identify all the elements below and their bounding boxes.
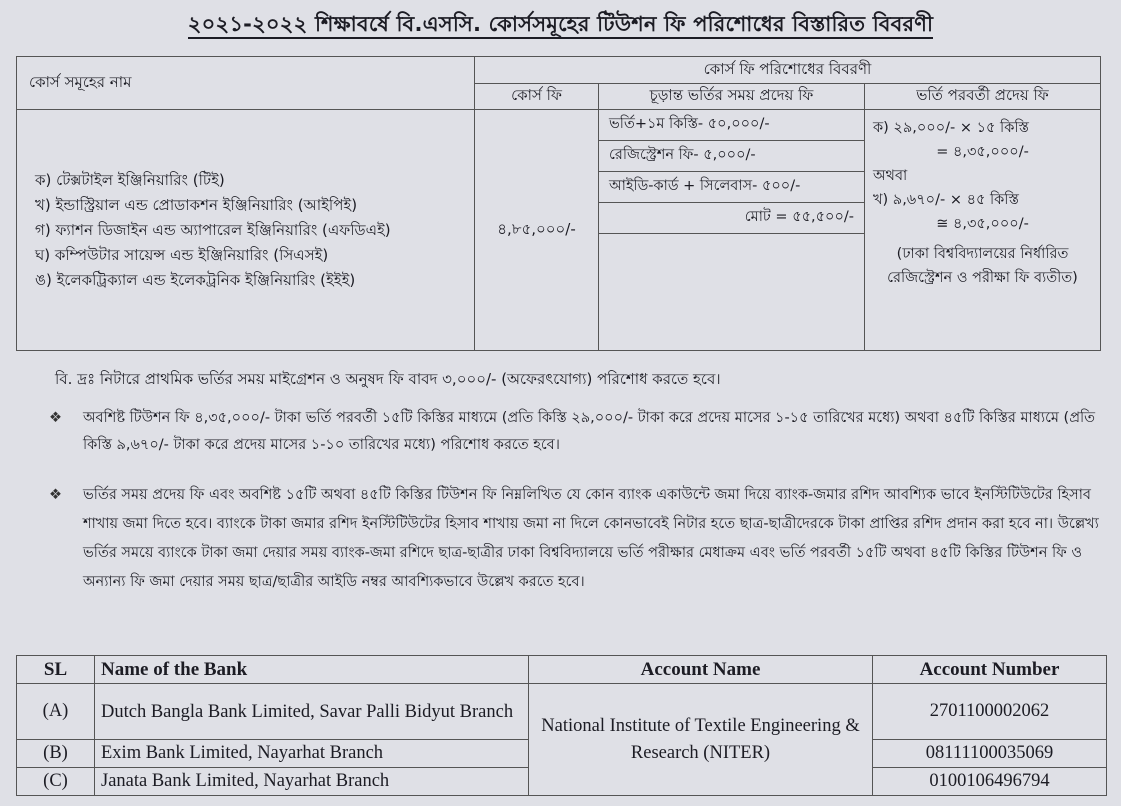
course-item: খ) ইন্ডাস্ট্রিয়াল এন্ড প্রোডাকশন ইঞ্জিনিয়ারিং (আইপিই) [35, 195, 358, 214]
after-admission-fee-cell [865, 110, 1101, 351]
header-bank-name: Name of the Bank [95, 656, 529, 684]
row-bank-name: Exim Bank Limited, Nayarhat Branch [95, 740, 529, 768]
title-text: ২০২১-২০২২ শিক্ষাবর্ষে বি.এসসি. কোর্সসমূহের টিউশন ফি পরিশোধের বিস্তারিত বিবরণী [188, 12, 933, 39]
row-account-number: 2701100002062 [873, 684, 1107, 740]
bank-table [16, 655, 1107, 796]
admission-item: আইডি-কার্ড + সিলেবাস- ৫০০/- [599, 172, 864, 203]
course-item: ক) টেক্সটাইল ইঞ্জিনিয়ারিং (টিই) [35, 170, 225, 189]
header-fee-details: কোর্স ফি পরিশোধের বিবরণী [475, 57, 1101, 84]
header-account-name: Account Name [529, 656, 873, 684]
account-name: National Institute of Textile Engineering & Research (NITER) [529, 684, 873, 796]
fee-table [16, 56, 1101, 351]
row-sl: (A) [17, 684, 95, 740]
row-account-number: 0100106496794 [873, 768, 1107, 796]
course-item: ঘ) কম্পিউটার সায়েন্স এন্ড ইঞ্জিনিয়ারিং (সিএসই) [35, 245, 329, 264]
course-item: গ) ফ্যাশন ডিজাইন এন্ড অ্যাপারেল ইঞ্জিনিয়ারিং (এফডিএই) [35, 220, 391, 239]
row-sl: (C) [17, 768, 95, 796]
header-course-names: কোর্স সমূহের নাম [17, 57, 475, 110]
admission-total: মোট = ৫৫,৫০০/- [599, 203, 864, 234]
admission-fee-breakdown [599, 110, 864, 350]
row-account-number: 08111100035069 [873, 740, 1107, 768]
row-sl: (B) [17, 740, 95, 768]
header-after-admission-fee: ভর্তি পরবর্তী প্রদেয় ফি [865, 84, 1101, 110]
bullet-installments [49, 405, 1105, 459]
bullet-text: অবশিষ্ট টিউশন ফি ৪,৩৫,০০০/- টাকা ভর্তি পরবর্তী ১৫টি কিস্তির মাধ্যমে (প্রতি কিস্তি ২৯,০০০/- টাকা করে প্রদেয় মাসের ১-১৫ তারিখের মধ্যে) অথবা ৪৫টি কিস্তির মাধ্যমে (প্রতি কিস্তি ৯,৬৭০/- টাকা করে প্রদেয় মাসের ১-১০ তারিখের মধ্যে) পরিশোধ করতে হবে। [83, 410, 1096, 453]
installment-option-b: খ) ৯,৬৭০/- × ৪৫ কিস্তি [873, 192, 1019, 208]
table-row [17, 684, 1107, 740]
header-account-number: Account Number [873, 656, 1107, 684]
course-fee-value: ৪,৮৫,০০০/- [475, 110, 599, 351]
installment-option-a: ক) ২৯,০০০/- × ১৫ কিস্তি [873, 120, 1029, 136]
installment-total-a: = ৪,৩৫,০০০/- [936, 144, 1029, 160]
admission-item: ভর্তি+১ম কিস্তি- ৫০,০০০/- [599, 110, 864, 141]
admission-fee-cell [599, 110, 865, 351]
page-title [0, 8, 1121, 43]
header-final-admission-fee: চূড়ান্ত ভর্তির সময় প্রদেয় ফি [599, 84, 865, 110]
row-bank-name: Dutch Bangla Bank Limited, Savar Palli Bidyut Branch [95, 684, 529, 740]
fee-exclusion-note: (ঢাকা বিশ্ববিদ্যালয়ের নির্ধারিত রেজিস্ট্রেশন ও পরীক্ষা ফি ব্যতীত) [887, 246, 1078, 286]
bullet-icon: ❖ [49, 410, 62, 426]
bullet-text: ভর্তির সময় প্রদেয় ফি এবং অবশিষ্ট ১৫টি অথবা ৪৫টি কিস্তির টিউশন ফি নিম্নলিখিত যে কোন ব্যাংক একাউন্টে জমা দিয়ে ব্যাংক-জমার রশিদ আবশ্যিক ভাবে ইনস্টিটিউটের হিসাব শাখায় জমা দিতে হবে। ব্যাংকে টাকা জমার রশিদ ইনস্টিটিউটের হিসাব শাখায় জমা না দিলে কোনভাবেই নিটার হতে ছাত্র-ছাত্রীদেরকে টাকা প্রাপ্তির রশিদ প্রদান করা হবে না। উল্লেখ্য ভর্তির সময়ে ব্যাংকে টাকা জমা দেয়ার সময় ব্যাংক-জমা রশিদে ছাত্র-ছাত্রীর ঢাকা বিশ্ববিদ্যালয়ে ভর্তি পরীক্ষার মেধাক্রম এবং ভর্তি পরবর্তী ১৫টি অথবা ৪৫টি কিস্তির টিউশন ফি ও অন্যান্য ফি জমা দেয়ার সময় ছাত্র/ছাত্রীর আইডি নম্বর আবশ্যিকভাবে উল্লেখ করতে হবে। [83, 487, 1099, 590]
bullet-icon: ❖ [49, 487, 62, 503]
course-item: ঙ) ইলেকট্রিক্যাল এন্ড ইলেকট্রনিক ইঞ্জিনিয়ারিং (ইইই) [35, 270, 356, 289]
row-bank-name: Janata Bank Limited, Nayarhat Branch [95, 768, 529, 796]
admission-item: রেজিস্ট্রেশন ফি- ৫,০০০/- [599, 141, 864, 172]
header-course-fee: কোর্স ফি [475, 84, 599, 110]
installment-total-b: ≅ ৪,৩৫,০০০/- [936, 216, 1029, 232]
course-list [17, 110, 475, 351]
or-text: অথবা [873, 168, 908, 184]
bullet-bank-deposit [49, 481, 1105, 597]
header-sl: SL [17, 656, 95, 684]
note-migration-fee: বি. দ্রঃ নিটারে প্রাথমিক ভর্তির সময় মাইগ্রেশন ও অনুষদ ফি বাবদ ৩,০০০/- (অফেরৎযোগ্য) পরিশোধ করতে হবে। [55, 370, 721, 388]
